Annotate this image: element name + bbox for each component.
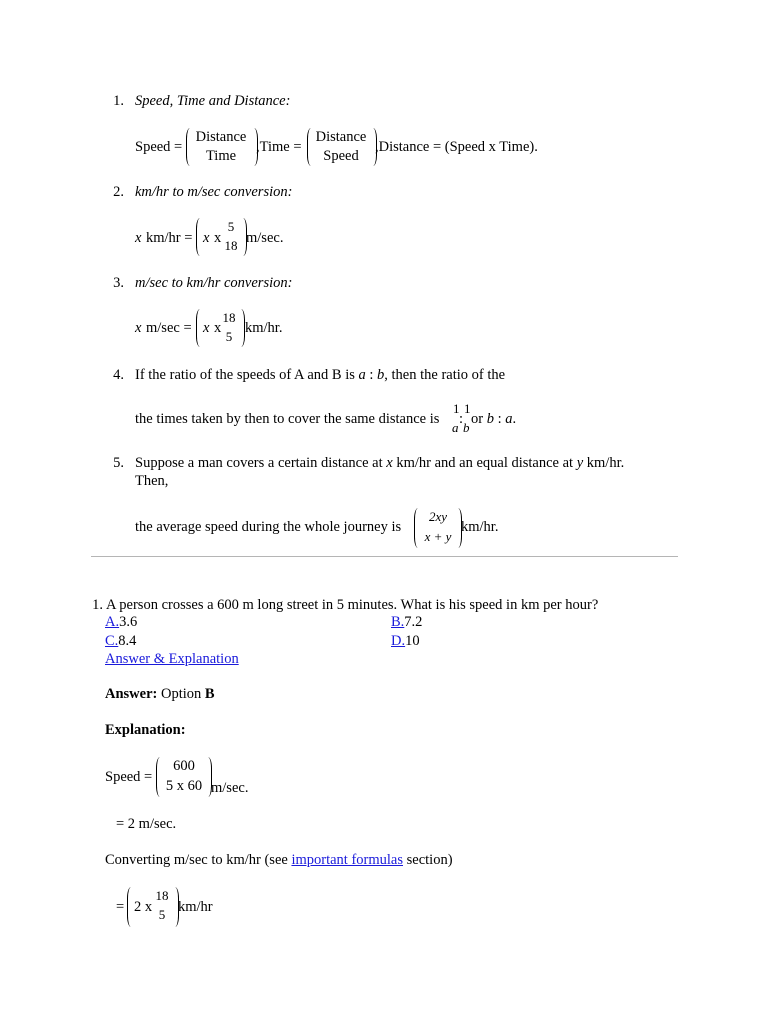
numerator: 18 — [155, 888, 169, 903]
question-number: 1. — [92, 597, 103, 613]
fraction-denominator-b: b — [463, 420, 470, 435]
numerator: 18 — [222, 310, 236, 325]
numerator: 5 — [227, 219, 235, 234]
numerator: 600 — [173, 758, 195, 774]
fraction-numerator-1: 1 — [453, 401, 460, 416]
distance-numerator: Distance — [315, 129, 367, 145]
option-c — [105, 633, 136, 650]
denominator: 5 — [225, 329, 233, 344]
denominator: 18 — [224, 238, 238, 253]
option-c-value: 8.4 — [118, 633, 137, 649]
converting-line: Converting m/sec to km/hr (see important formulas section) — [105, 852, 453, 868]
inner-variable: x — [203, 320, 210, 336]
question-text: A person crosses a 600 m long street in 5 minutes. What is his speed in km per hour? — [106, 597, 599, 613]
ratio-statement: If the ratio of the speeds of A and B is a : b, then the ratio of the — [135, 367, 506, 383]
then-text: Then, — [135, 473, 169, 489]
time-denominator: Time — [205, 148, 237, 164]
fraction-numerator-2: 1 — [464, 401, 471, 416]
option-c-link[interactable]: C. — [105, 633, 119, 649]
speed-lhs: Speed = — [135, 139, 183, 155]
option-a-value: 3.6 — [119, 614, 138, 630]
inverse-ratio: or b : a. — [471, 411, 517, 427]
numerator: 2xy — [428, 509, 448, 524]
fraction-denominator-a: a — [452, 420, 459, 435]
distance-formula: ,Distance = (Speed x Time). — [375, 139, 538, 155]
final-inner: 2 x — [134, 899, 153, 915]
variable-x: x — [135, 320, 142, 336]
formula-number: 2. — [113, 184, 124, 200]
time-ratio-text: the times taken by then to cover the same distance is — [135, 411, 440, 427]
speed-denominator: Speed — [323, 148, 359, 164]
denominator: 5 x 60 — [165, 778, 203, 794]
formula-title: Speed, Time and Distance: — [135, 93, 291, 109]
variable-x: x — [135, 230, 142, 246]
average-speed-statement: Suppose a man covers a certain distance at x km/hr and an equal distance at y km/hr. — [135, 455, 625, 471]
option-d — [391, 633, 420, 650]
important-formulas-link[interactable]: important formulas — [291, 852, 403, 868]
ratio-colon: : — [459, 411, 464, 427]
unit: m/sec. — [211, 780, 249, 796]
section-divider — [91, 556, 678, 557]
denominator: x + y — [424, 529, 452, 544]
result-line: = 2 m/sec. — [116, 816, 177, 832]
answer-explanation-link[interactable]: Answer & Explanation — [105, 651, 239, 667]
conversion-lhs: m/sec = — [146, 320, 192, 336]
speed-lhs: Speed = — [105, 769, 153, 785]
option-a-link[interactable]: A. — [105, 614, 120, 630]
unit: km/hr. — [461, 519, 499, 535]
conversion-lhs: km/hr = — [146, 230, 193, 246]
unit: m/sec. — [246, 230, 284, 246]
formula-number: 3. — [113, 275, 124, 291]
unit: km/hr — [178, 899, 213, 915]
option-d-value: 10 — [405, 633, 420, 649]
average-speed-text: the average speed during the whole journey is — [135, 519, 402, 535]
inner-variable: x — [203, 230, 210, 246]
option-a — [105, 614, 137, 631]
times-sign: x — [214, 230, 222, 246]
answer-line: Answer: Option B — [105, 686, 215, 702]
times-sign: x — [214, 320, 222, 336]
distance-numerator: Distance — [195, 129, 247, 145]
option-b — [391, 614, 422, 631]
formula-number: 1. — [113, 93, 124, 109]
option-b-link[interactable]: B. — [391, 614, 405, 630]
option-d-link[interactable]: D. — [391, 633, 406, 649]
unit: km/hr. — [245, 320, 283, 336]
option-b-value: 7.2 — [404, 614, 423, 630]
denominator: 5 — [158, 907, 166, 922]
formula-title: m/sec to km/hr conversion: — [135, 275, 293, 291]
right-paren — [237, 309, 245, 347]
formula-number: 5. — [113, 455, 124, 471]
time-lhs: ,Time = — [256, 139, 302, 155]
formula-number: 4. — [113, 367, 124, 383]
explanation-heading: Explanation: — [105, 722, 186, 738]
equals-sign: = — [116, 899, 125, 915]
formula-title: km/hr to m/sec conversion: — [135, 184, 293, 200]
